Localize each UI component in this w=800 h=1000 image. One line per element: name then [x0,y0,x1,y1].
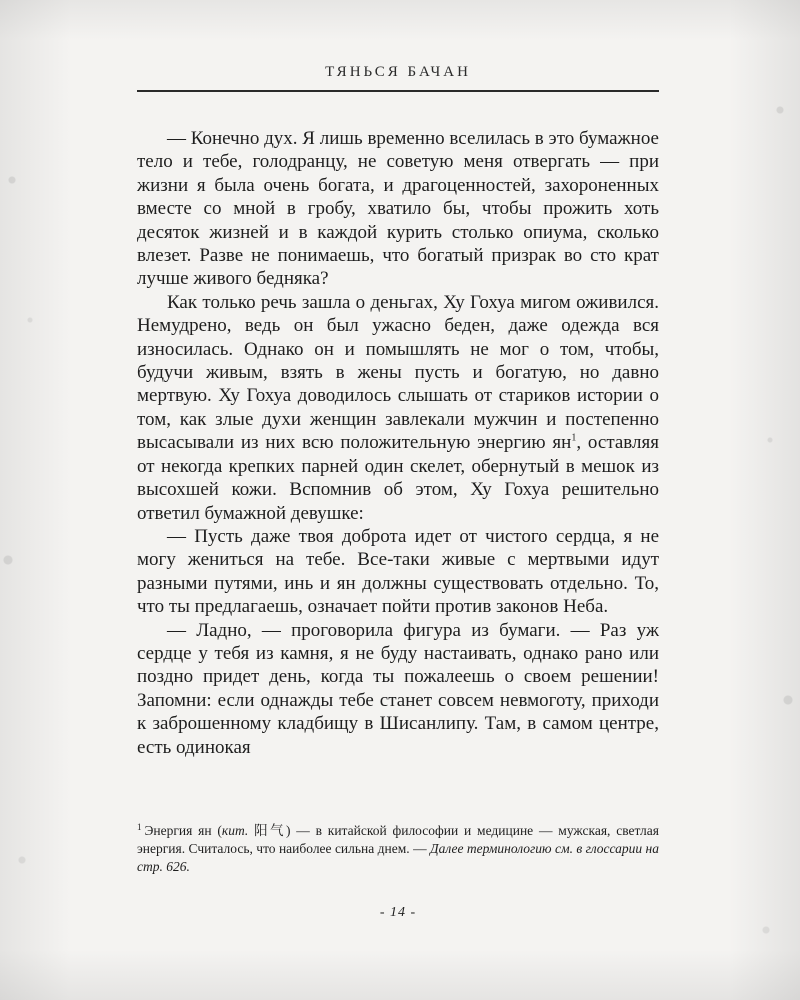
header-rule [137,90,659,92]
paragraph-2-continuation: , оставляя от некогда крепких парней один скелет, обернутый в мешок из высохшей кожи. Вспомнив об этом, Ху Гохуа решительно ответил бумажной девушке: [137,432,659,524]
footnote-reference: 1 [571,432,577,444]
footnote-definition: — в китайской философии и медицине — мужская, светлая энергия. Считалось, что наиболее сильна днем. — [137,823,659,856]
footnote-chinese: 阳气 [254,823,286,838]
footnote: $^1$ Энергия ян (кит. 阳气) — в китайской философии и медицине — мужская, светлая энергия. Считалось, что наиболее сильна днем. — Далее терминологию см. в глоссарии на стр. 626. [137,821,659,874]
page-edge-left [0,0,70,1000]
paragraph-2 [137,291,659,525]
footnote-term: Энергия ян [144,823,212,838]
footnote-abbr: кит. [221,823,249,838]
paragraph-3: — Пусть даже твоя доброта идет от чистого сердца, я не могу жениться на тебе. Все-таки живые с мертвыми идут разными путями, инь и ян должны существовать отдельно. То, что ты предлагаешь, означает пойти против законов Неба. [137,525,659,618]
footnote-note: Далее терминологию см. в глоссарии на стр. 626. [137,841,659,874]
page-edge-bottom [0,950,800,1000]
page-number: - 14 - [379,905,417,920]
body-text [137,127,659,759]
page-header [137,62,659,92]
page-edge-right [730,0,800,1000]
paragraph-1: — Конечно дух. Я лишь временно вселилась в это бумажное тело и тебе, голодранцу, не советую меня отвергать — при жизни я была очень богата, и драгоценностей, захороненных вместе со мной в гробу, хватило бы, чтобы прожить хоть десяток жизней и в каждой курить столько опиума, сколько влезет. Разве не понимаешь, что богатый призрак во сто крат лучше живого бедняка? [137,128,659,290]
paragraph-2-text: Как только речь зашла о деньгах, Ху Гохуа мигом оживился. Немудрено, ведь он был ужасно беден, даже одежда вся износилась. Однако он и помышлять не мог о том, чтобы, будучи живым, взять в жены пусть и богатую, но давно мертвую. Ху Гохуа доводилось слышать от стариков истории о том, как злые духи женщин завлекали мужчин и постепенно высасывали из них всю положительную энергию ян [137,291,659,454]
footnote-mark: 1 [137,821,142,832]
page-edge-top [0,0,800,40]
running-title: ТЯНЬСЯ БАЧАН [325,64,471,80]
paragraph-4: — Ладно, — проговорила фигура из бумаги. — Раз уж сердце у тебя из камня, я не буду настаивать, однако рано или поздно придет день, когда ты пожалеешь о своем решении! Запомни: если однажды тебе станет совсем невмоготу, приходи к заброшенному кладбищу в Шисанлипу. Там, в самом центре, есть одинокая [137,619,659,758]
